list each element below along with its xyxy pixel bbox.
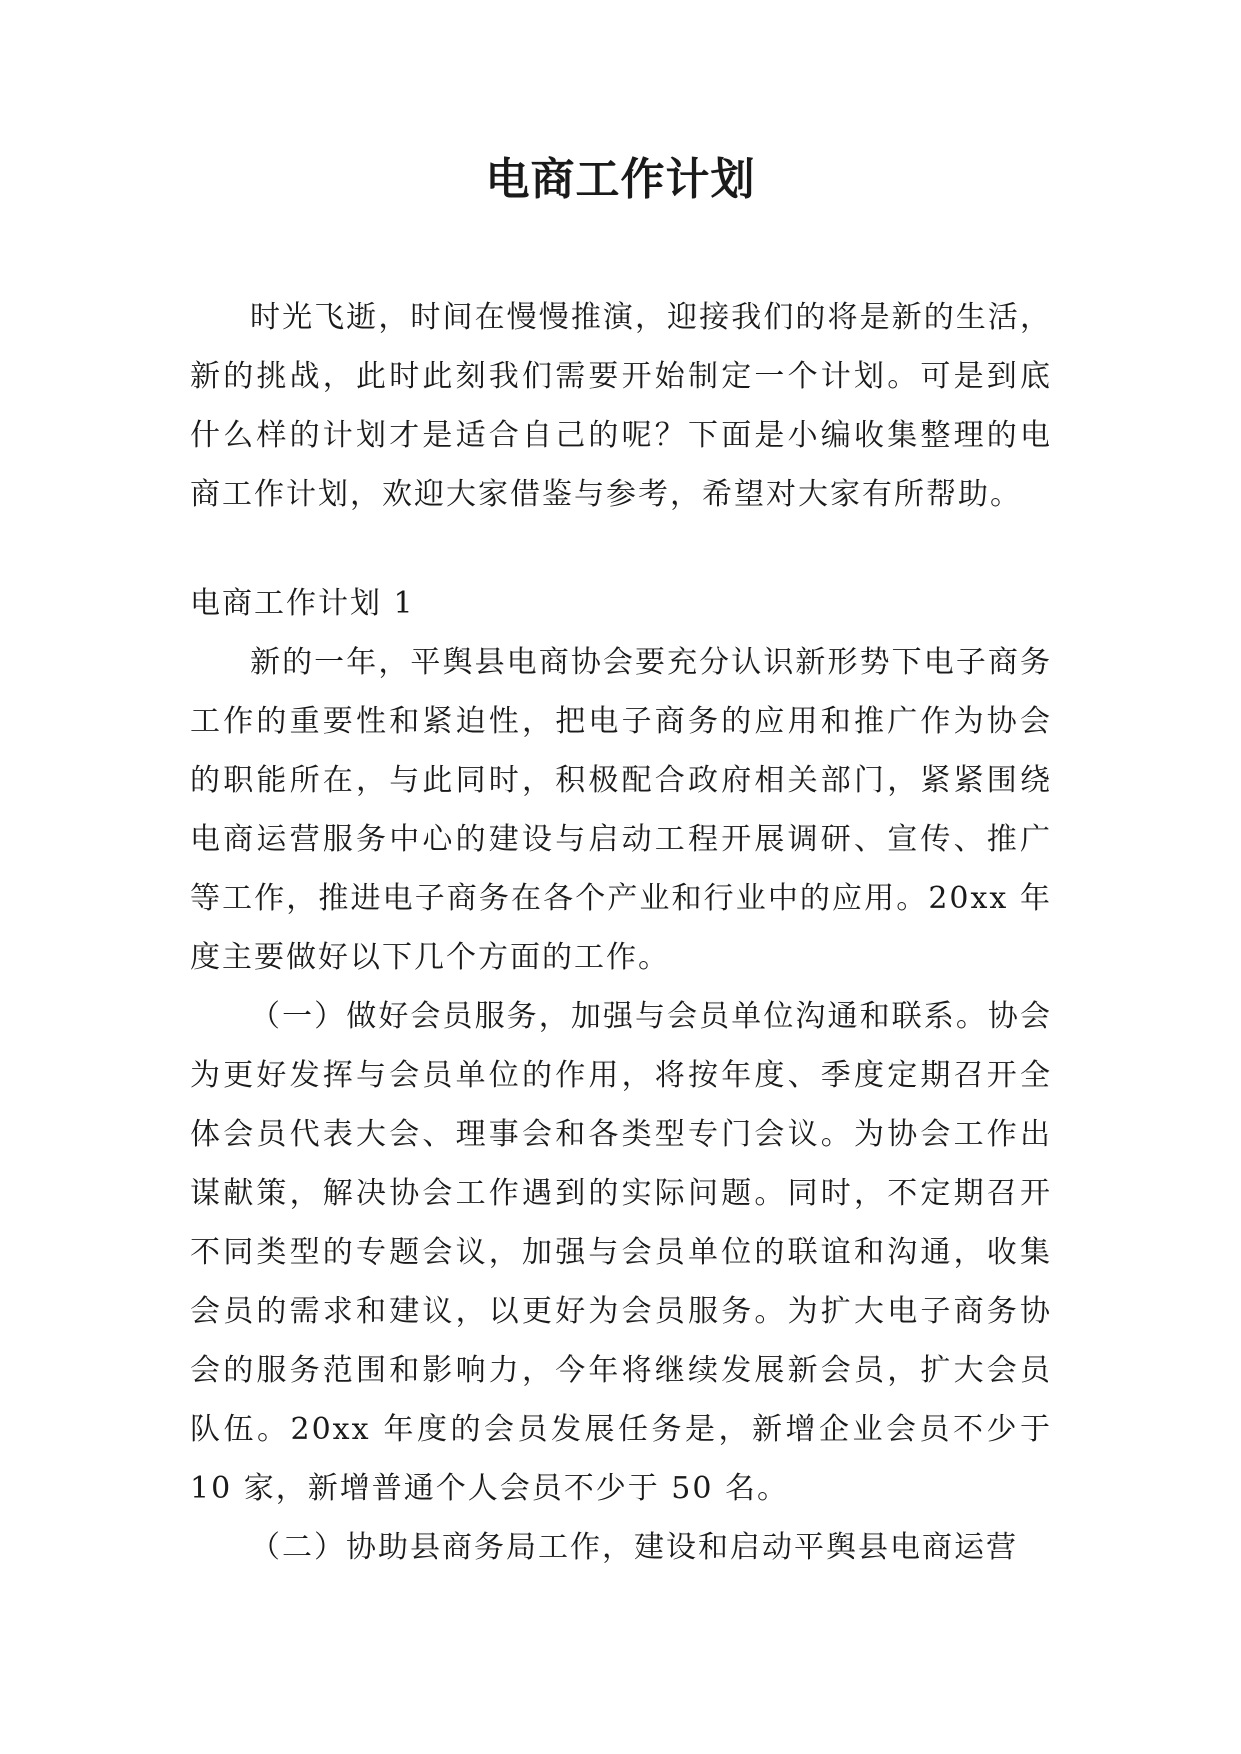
- document-title: 电商工作计划: [485, 154, 756, 205]
- intro-paragraph: 时光飞逝，时间在慢慢推演，迎接我们的将是新的生活，新的挑战，此时此刻我们需要开始制定一个计划。可是到底什么样的计划才是适合自己的呢？下面是小编收集整理的电商工作计划，欢迎大家借鉴与参考，希望对大家有所帮助。: [190, 300, 1052, 512]
- body-paragraph: （二）协助县商务局工作，建设和启动平舆县电商运营: [250, 1530, 1018, 1565]
- body-paragraph: （一）做好会员服务，加强与会员单位沟通和联系。协会为更好发挥与会员单位的作用，将按年度、季度定期召开全体会员代表大会、理事会和各类型专门会议。为协会工作出谋献策，解决协会工作遇到的实际问题。同时，不定期召开不同类型的专题会议，加强与会员单位的联谊和沟通，收集会员的需求和建议，以更好为会员服务。为扩大电子商务协会的服务范围和影响力，今年将继续发展新会员，扩大会员队伍。20xx 年度的会员发展任务是，新增企业会员不少于 10 家，新增普通个人会员不少于 50 名。: [190, 999, 1052, 1506]
- body-paragraph: 新的一年，平舆县电商协会要充分认识新形势下电子商务工作的重要性和紧迫性，把电子商务的应用和推广作为协会的职能所在，与此同时，积极配合政府相关部门，紧紧围绕电商运营服务中心的建设与启动工程开展调研、宣传、推广等工作，推进电子商务在各个产业和行业中的应用。20xx 年度主要做好以下几个方面的工作。: [190, 645, 1052, 975]
- document-body: [190, 288, 1052, 1577]
- section-heading: 电商工作计划 1: [190, 586, 415, 621]
